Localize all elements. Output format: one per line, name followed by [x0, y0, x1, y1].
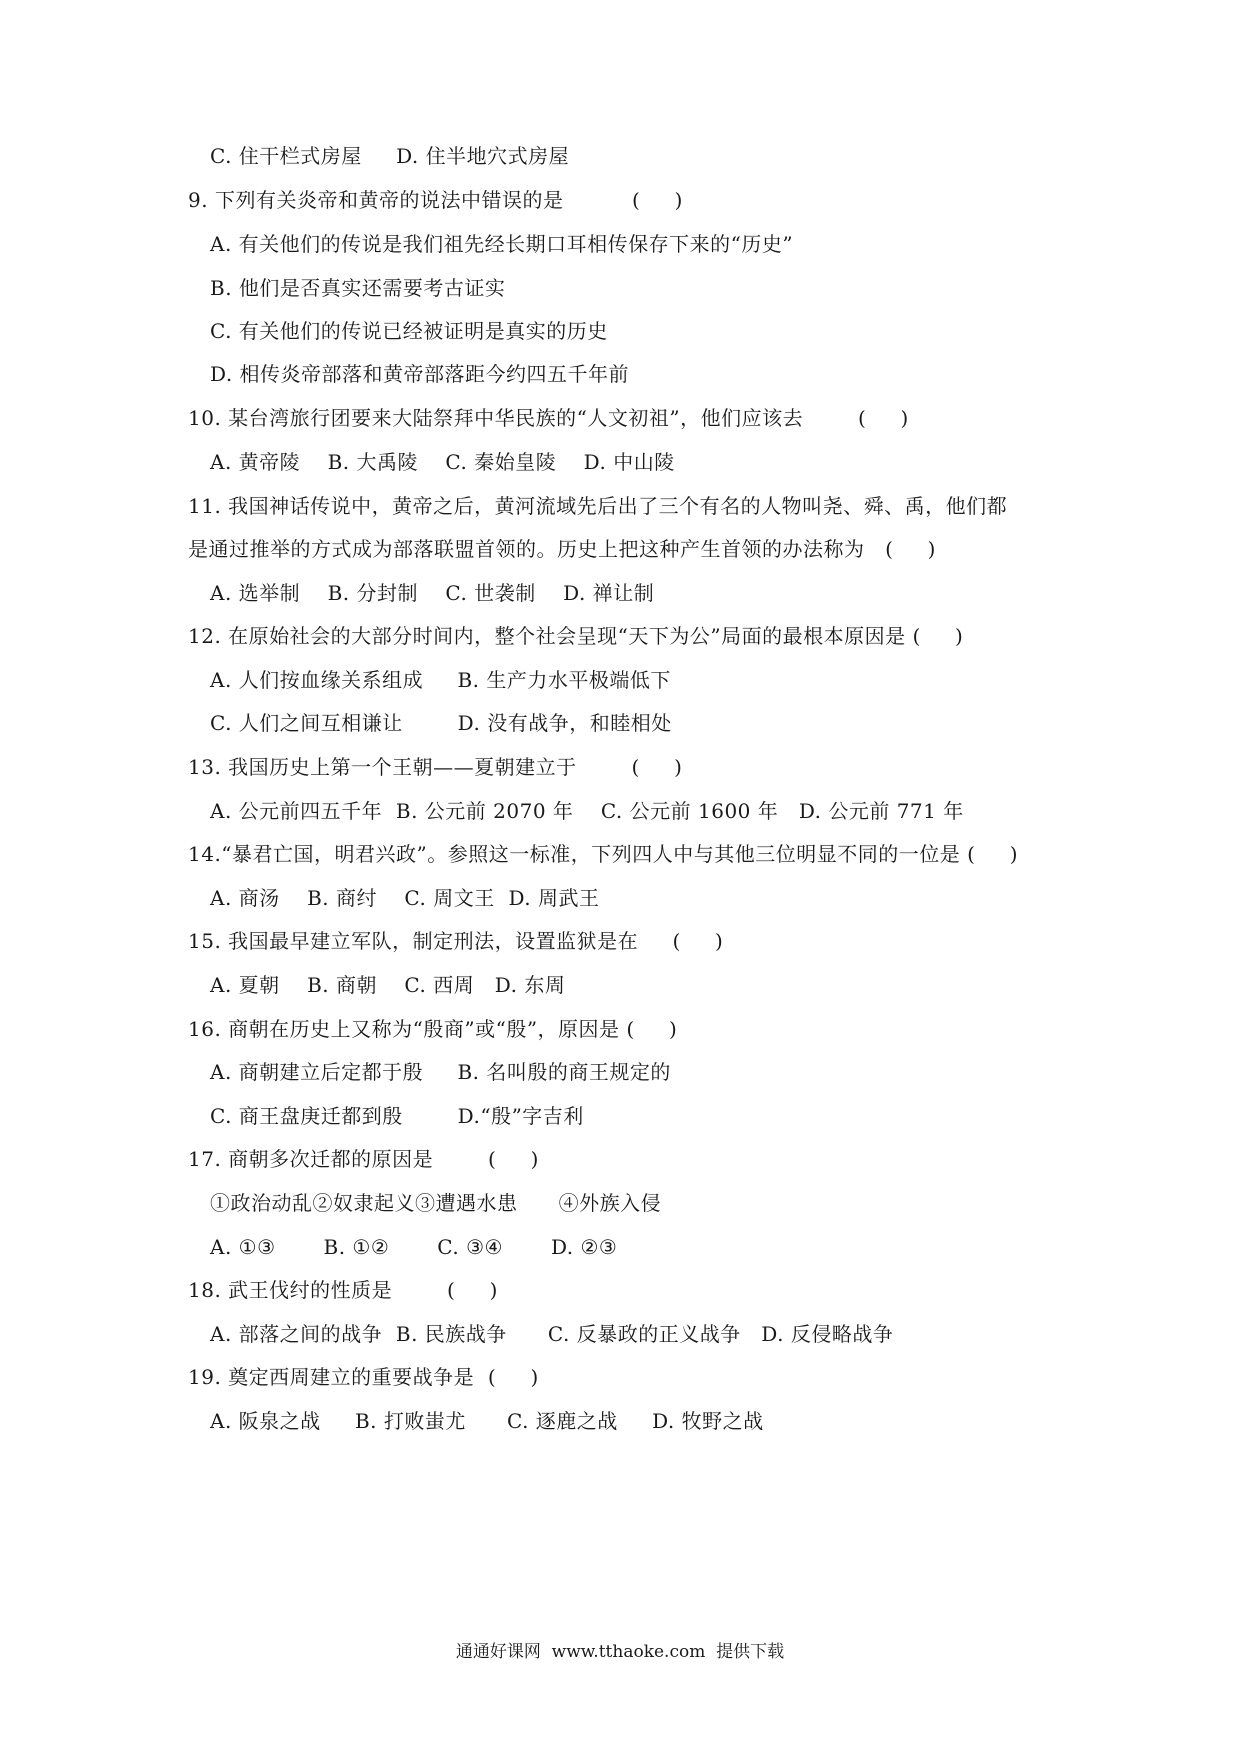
question-9: 9. 下列有关炎帝和黄帝的说法中错误的是 ( ) — [188, 188, 683, 212]
question-11: 11. 我国神话传说中，黄帝之后，黄河流域先后出了三个有名的人物叫尧、舜、禹，他们都 — [188, 494, 1008, 518]
question-10: 10. 某台湾旅行团要来大陆祭拜中华民族的“人文初祖”，他们应该去 ( ) — [188, 406, 909, 430]
option-line: C. 人们之间互相谦让 D. 没有战争，和睦相处 — [210, 711, 672, 735]
question-17: 17. 商朝多次迁都的原因是 ( ) — [188, 1147, 539, 1171]
option-line: A. 人们按血缘关系组成 B. 生产力水平极端低下 — [210, 668, 671, 692]
question-16: 16. 商朝在历史上又称为“殷商”或“殷”，原因是 ( ) — [188, 1017, 678, 1041]
option-line: A. 选举制 B. 分封制 C. 世袭制 D. 禅让制 — [210, 581, 655, 605]
option-line: C. 住干栏式房屋 D. 住半地穴式房屋 — [210, 144, 570, 168]
statement-line: ①政治动乱②奴隶起义③遭遇水患 ④外族入侵 — [210, 1191, 662, 1215]
option-line: A. 夏朝 B. 商朝 C. 西周 D. 东周 — [210, 973, 566, 997]
option-line: B. 他们是否真实还需要考古证实 — [210, 276, 506, 300]
option-line: C. 有关他们的传说已经被证明是真实的历史 — [210, 319, 608, 343]
page-footer: 通通好课网 www.tthaoke.com 提供下载 — [455, 1642, 785, 1662]
option-line: D. 相传炎帝部落和黄帝部落距今约四五千年前 — [210, 362, 630, 386]
option-line: A. 黄帝陵 B. 大禹陵 C. 秦始皇陵 D. 中山陵 — [210, 450, 675, 474]
question-13: 13. 我国历史上第一个王朝——夏朝建立于 ( ) — [188, 755, 683, 779]
option-line: C. 商王盘庚迁都到殷 D.“殷”字吉利 — [210, 1104, 584, 1128]
question-11-continued: 是通过推举的方式成为部落联盟首领的。历史上把这种产生首领的办法称为 ( ) — [188, 537, 936, 561]
option-line: A. 商朝建立后定都于殷 B. 名叫殷的商王规定的 — [210, 1060, 671, 1084]
option-line: A. ①③ B. ①② C. ③④ D. ②③ — [210, 1235, 618, 1259]
question-14: 14.“暴君亡国，明君兴政”。参照这一标准，下列四人中与其他三位明显不同的一位是 ( ) — [188, 842, 1019, 866]
option-line: A. 阪泉之战 B. 打败蚩尤 C. 逐鹿之战 D. 牧野之战 — [210, 1409, 764, 1433]
option-line: A. 公元前四五千年 B. 公元前 2070 年 C. 公元前 1600 年 D. 公元前 771 年 — [210, 799, 964, 823]
option-line: A. 有关他们的传说是我们祖先经长期口耳相传保存下来的“历史” — [210, 232, 794, 256]
question-12: 12. 在原始社会的大部分时间内，整个社会呈现“天下为公”局面的最根本原因是 ( ) — [188, 624, 964, 648]
option-line: A. 部落之间的战争 B. 民族战争 C. 反暴政的正义战争 D. 反侵略战争 — [210, 1322, 894, 1346]
question-18: 18. 武王伐纣的性质是 ( ) — [188, 1278, 498, 1302]
question-15: 15. 我国最早建立军队，制定刑法，设置监狱是在 ( ) — [188, 929, 724, 953]
question-19: 19. 奠定西周建立的重要战争是 ( ) — [188, 1365, 539, 1389]
option-line: A. 商汤 B. 商纣 C. 周文王 D. 周武王 — [210, 886, 600, 910]
